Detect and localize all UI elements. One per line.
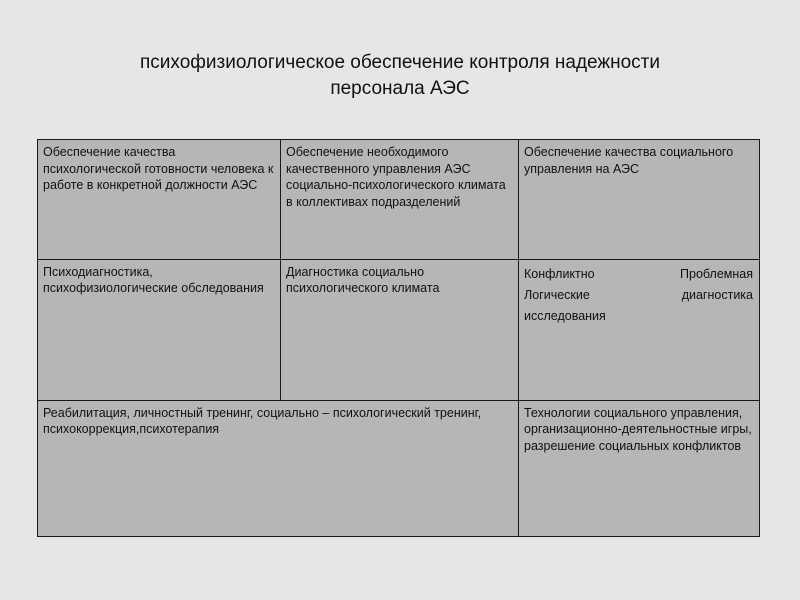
table-cell-climate-diagnostics: Диагностика социально психологического климата xyxy=(281,259,519,400)
table-cell-quality-readiness: Обеспечение качества психологической готовности человека к работе в конкретной должности АЭС xyxy=(38,140,281,260)
table-cell-social-management: Обеспечение качества социального управления на АЭС xyxy=(519,140,760,260)
table-cell-climate-management: Обеспечение необходимого качественного управления АЭС социально-психологического климата в коллективах подразделений xyxy=(281,140,519,260)
table-cell-research-types xyxy=(519,259,760,400)
research-word: Проблемная xyxy=(680,266,753,281)
support-table xyxy=(37,139,760,537)
slide-title xyxy=(60,50,740,102)
slide-title-line-2: персонала АЭС xyxy=(330,78,470,99)
research-word: Конфликтно xyxy=(524,266,595,281)
research-line-2 xyxy=(524,285,753,306)
table-cell-social-technologies: Технологии социального управления, организационно-деятельностные игры, разрешение социальных конфликтов xyxy=(519,400,760,536)
research-word: Логические xyxy=(524,287,590,302)
research-word: диагностика xyxy=(681,287,753,302)
research-line-3: исследования xyxy=(524,308,606,323)
table-row xyxy=(38,400,760,536)
research-line-1 xyxy=(524,264,753,285)
table-cell-rehabilitation: Реабилитация, личностный тренинг, социально – психологический тренинг, психокоррекция,психотерапия xyxy=(38,400,519,536)
table-row xyxy=(38,140,760,260)
table-row xyxy=(38,259,760,400)
slide-title-line-1: психофизиологическое обеспечение контроля надежности xyxy=(140,52,660,73)
table-cell-psychodiagnostics: Психодиагностика, психофизиологические обследования xyxy=(38,259,281,400)
